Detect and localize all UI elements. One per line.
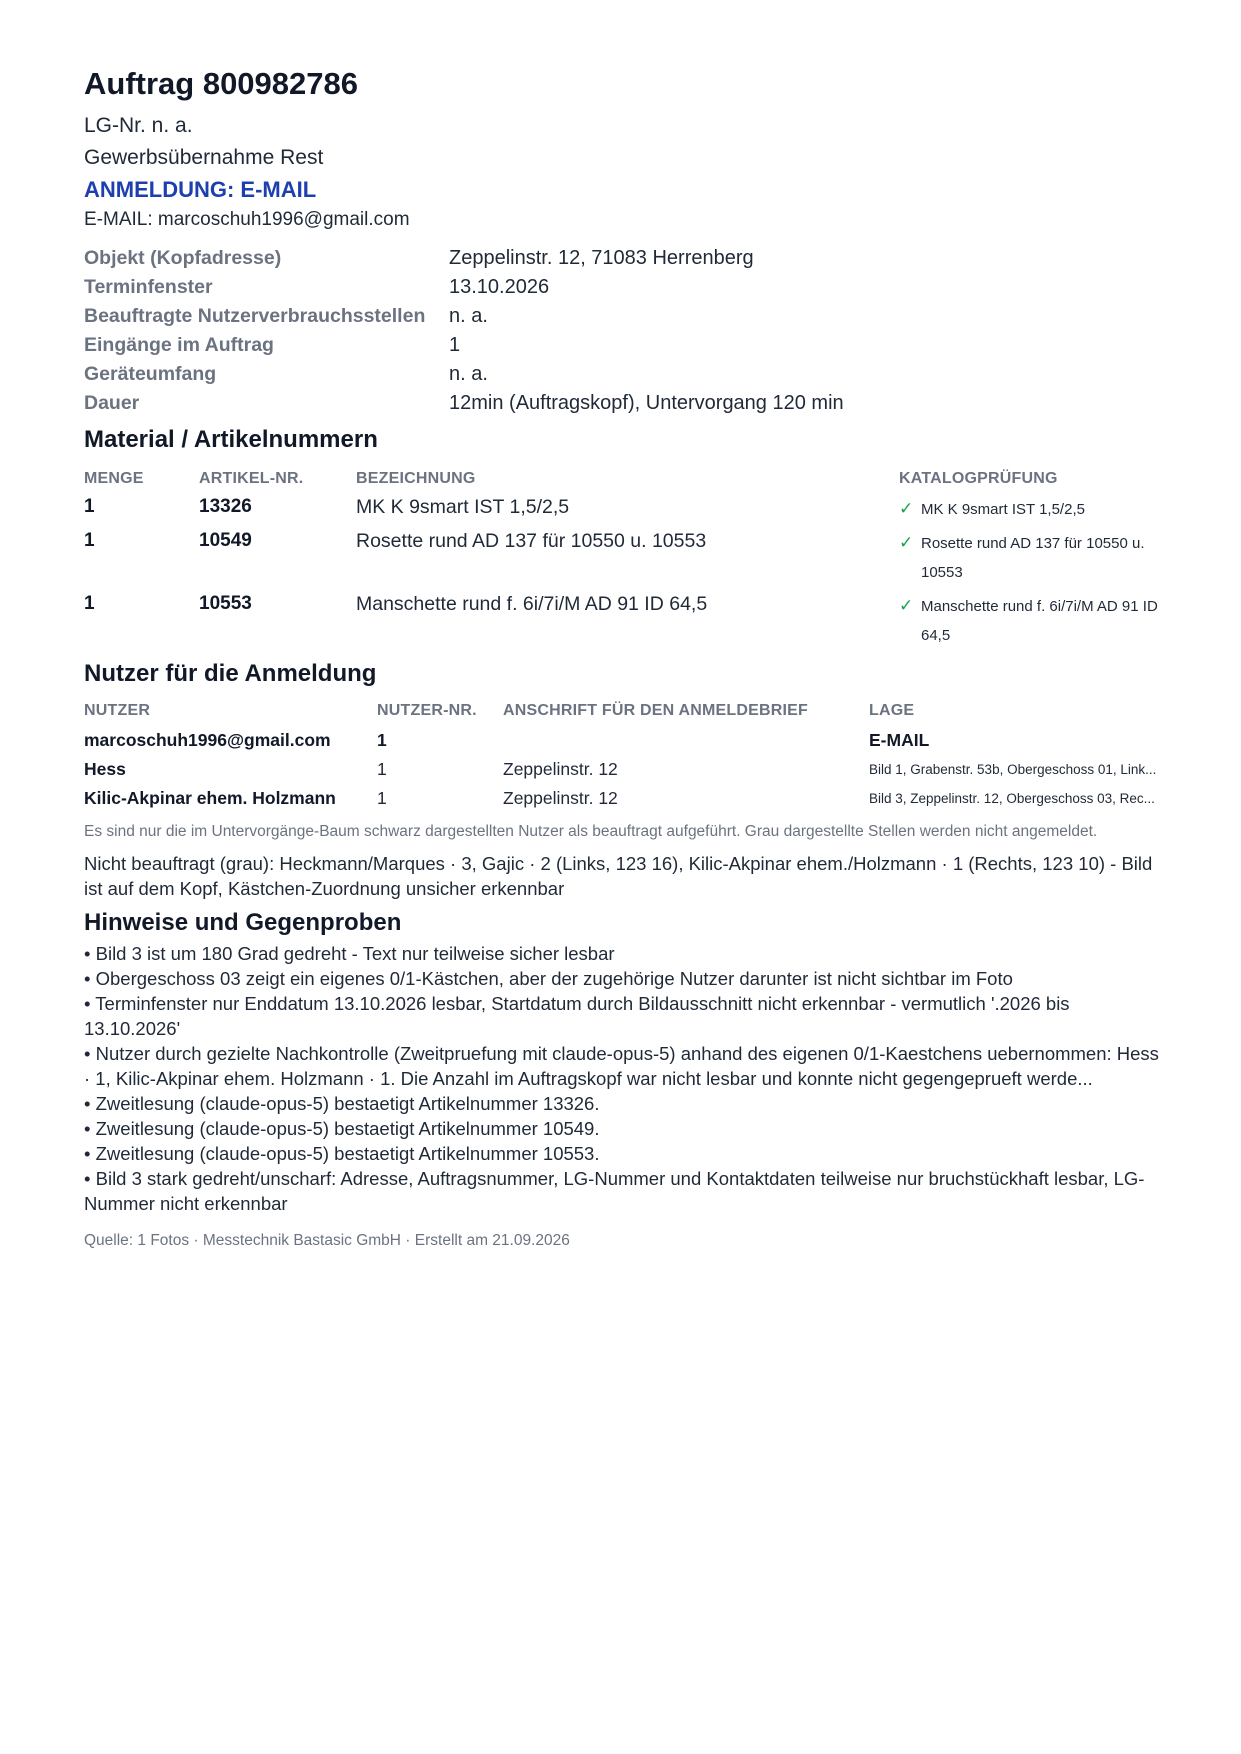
hinweise-heading: Hinweise und Gegenproben: [84, 909, 402, 936]
info-value: 1: [449, 334, 461, 356]
column-header-katalog: KATALOGPRÜFUNG: [899, 470, 1058, 487]
info-row-eingaenge: [84, 334, 1164, 357]
info-row-objekt: [84, 247, 1164, 270]
table-row: [84, 529, 1164, 587]
list-item: • Nutzer durch gezielte Nachkontrolle (Zweitpruefung mit claude-opus-5) anhand des eigenen 0/1-Kaestchens uebernommen: Hess · 1, Kilic-Akpinar ehem. Holzmann · 1. Die Anzahl im Auftragskopf war nicht lesbar und konnte nicht gegengeprueft werde...: [84, 1043, 1159, 1089]
column-header-lage: LAGE: [869, 702, 915, 719]
lg-number: LG-Nr. n. a.: [84, 114, 193, 137]
nutzer-cell: marcoschuh1996@gmail.com: [84, 729, 331, 750]
bezeichnung-cell: MK K 9smart IST 1,5/2,5: [356, 496, 570, 518]
lage-cell: Bild 1, Grabenstr. 53b, Obergeschoss 01, Link...: [869, 761, 1157, 777]
anmeldung-type: ANMELDUNG: E-MAIL: [84, 177, 317, 202]
info-value: 13.10.2026: [449, 276, 550, 298]
table-row: [84, 729, 1164, 751]
nutzer-cell: Hess: [84, 758, 126, 779]
info-value: n. a.: [449, 305, 488, 327]
list-item: • Zweitlesung (claude-opus-5) bestaetigt Artikelnummer 13326.: [84, 1093, 600, 1114]
hinweise-list: [84, 941, 1164, 1216]
list-item: • Zweitlesung (claude-opus-5) bestaetigt Artikelnummer 10553.: [84, 1143, 600, 1164]
list-item: • Bild 3 stark gedreht/unscharf: Adresse, Auftragsnummer, LG-Nummer und Kontaktdaten teilweise nur bruchstückhaft lesbar, LG-Nummer nicht erkennbar: [84, 1168, 1145, 1214]
menge-cell: 1: [84, 530, 95, 551]
contact-email: E-MAIL: marcoschuh1996@gmail.com: [84, 209, 410, 230]
nicht-beauftragt-text: Nicht beauftragt (grau): Heckmann/Marques · 3, Gajic · 2 (Links, 123 16), Kilic-Akpinar ehem./Holzmann · 1 (Rechts, 123 10) - Bild ist auf dem Kopf, Kästchen-Zuordnung unsicher erkennbar: [84, 853, 1153, 899]
table-row: [84, 758, 1164, 780]
info-label: Terminfenster: [84, 276, 213, 298]
artikel-cell: 13326: [199, 496, 252, 517]
list-item: • Zweitlesung (claude-opus-5) bestaetigt Artikelnummer 10549.: [84, 1118, 600, 1139]
column-header-menge: MENGE: [84, 470, 144, 487]
info-label: Geräteumfang: [84, 363, 217, 385]
column-header-nutzer-nr: NUTZER-NR.: [377, 702, 477, 719]
katalog-text: Manschette rund f. 6i/7i/M AD 91 ID 64,5: [921, 598, 1158, 644]
table-row: [84, 592, 1164, 650]
nutzer-note: Es sind nur die im Untervorgänge-Baum schwarz dargestellten Nutzer als beauftragt aufgeführt. Grau dargestellte Stellen werden nicht angemeldet.: [84, 823, 1098, 840]
anschrift-cell: Zeppelinstr. 12: [503, 758, 618, 779]
info-label: Eingänge im Auftrag: [84, 334, 274, 356]
info-value: n. a.: [449, 363, 488, 385]
info-value: 12min (Auftragskopf), Untervorgang 120 min: [449, 392, 844, 414]
column-header-nutzer: NUTZER: [84, 702, 151, 719]
artikel-cell: 10553: [199, 593, 252, 614]
info-label: Objekt (Kopfadresse): [84, 247, 282, 269]
info-row-geraeteumfang: [84, 363, 1164, 386]
order-type: Gewerbsübernahme Rest: [84, 146, 324, 169]
info-row-nutzerverbrauchsstellen: [84, 305, 1164, 328]
list-item: • Bild 3 ist um 180 Grad gedreht - Text nur teilweise sicher lesbar: [84, 943, 615, 964]
nutzer-cell: Kilic-Akpinar ehem. Holzmann: [84, 787, 336, 808]
document-page: [84, 64, 1164, 1252]
check-icon: ✓: [899, 596, 914, 615]
katalog-cell: [899, 592, 1164, 650]
katalog-text: MK K 9smart IST 1,5/2,5: [921, 501, 1085, 518]
lage-cell: Bild 3, Zeppelinstr. 12, Obergeschoss 03, Rec...: [869, 790, 1155, 806]
material-heading: Material / Artikelnummern: [84, 426, 378, 453]
nutzer-nr-cell: 1: [377, 729, 387, 750]
menge-cell: 1: [84, 593, 95, 614]
source-footer: Quelle: 1 Fotos · Messtechnik Bastasic GmbH · Erstellt am 21.09.2026: [84, 1232, 570, 1249]
nutzer-nr-cell: 1: [377, 787, 387, 808]
katalog-cell: [899, 529, 1164, 587]
check-icon: ✓: [899, 499, 914, 518]
bezeichnung-cell: Manschette rund f. 6i/7i/M AD 91 ID 64,5: [356, 593, 708, 615]
artikel-cell: 10549: [199, 530, 252, 551]
list-item: • Terminfenster nur Enddatum 13.10.2026 lesbar, Startdatum durch Bildausschnitt nicht erkennbar - vermutlich '.2026 bis 13.10.2026': [84, 993, 1070, 1039]
nutzer-table-header: [84, 700, 1164, 722]
page-title: Auftrag 800982786: [84, 66, 358, 101]
anschrift-cell: Zeppelinstr. 12: [503, 787, 618, 808]
info-value: Zeppelinstr. 12, 71083 Herrenberg: [449, 247, 754, 269]
column-header-bezeichnung: BEZEICHNUNG: [356, 470, 476, 487]
lage-cell: E-MAIL: [869, 729, 930, 750]
table-row: [84, 495, 1164, 524]
menge-cell: 1: [84, 496, 95, 517]
nutzer-heading: Nutzer für die Anmeldung: [84, 660, 377, 687]
katalog-text: Rosette rund AD 137 für 10550 u. 10553: [921, 535, 1145, 581]
info-row-terminfenster: [84, 276, 1164, 299]
material-table-header: [84, 468, 1164, 490]
bezeichnung-cell: Rosette rund AD 137 für 10550 u. 10553: [356, 530, 707, 552]
check-icon: ✓: [899, 533, 914, 552]
info-label: Beauftragte Nutzerverbrauchsstellen: [84, 305, 426, 327]
column-header-anschrift: ANSCHRIFT FÜR DEN ANMELDEBRIEF: [503, 702, 808, 719]
info-label: Dauer: [84, 392, 140, 414]
info-row-dauer: [84, 392, 1164, 415]
katalog-cell: [899, 495, 1164, 524]
table-row: [84, 787, 1164, 809]
column-header-artikel: ARTIKEL-NR.: [199, 470, 304, 487]
list-item: • Obergeschoss 03 zeigt ein eigenes 0/1-Kästchen, aber der zugehörige Nutzer darunter ist nicht sichtbar im Foto: [84, 968, 1013, 989]
order-info: [84, 247, 1164, 415]
nutzer-nr-cell: 1: [377, 758, 387, 779]
